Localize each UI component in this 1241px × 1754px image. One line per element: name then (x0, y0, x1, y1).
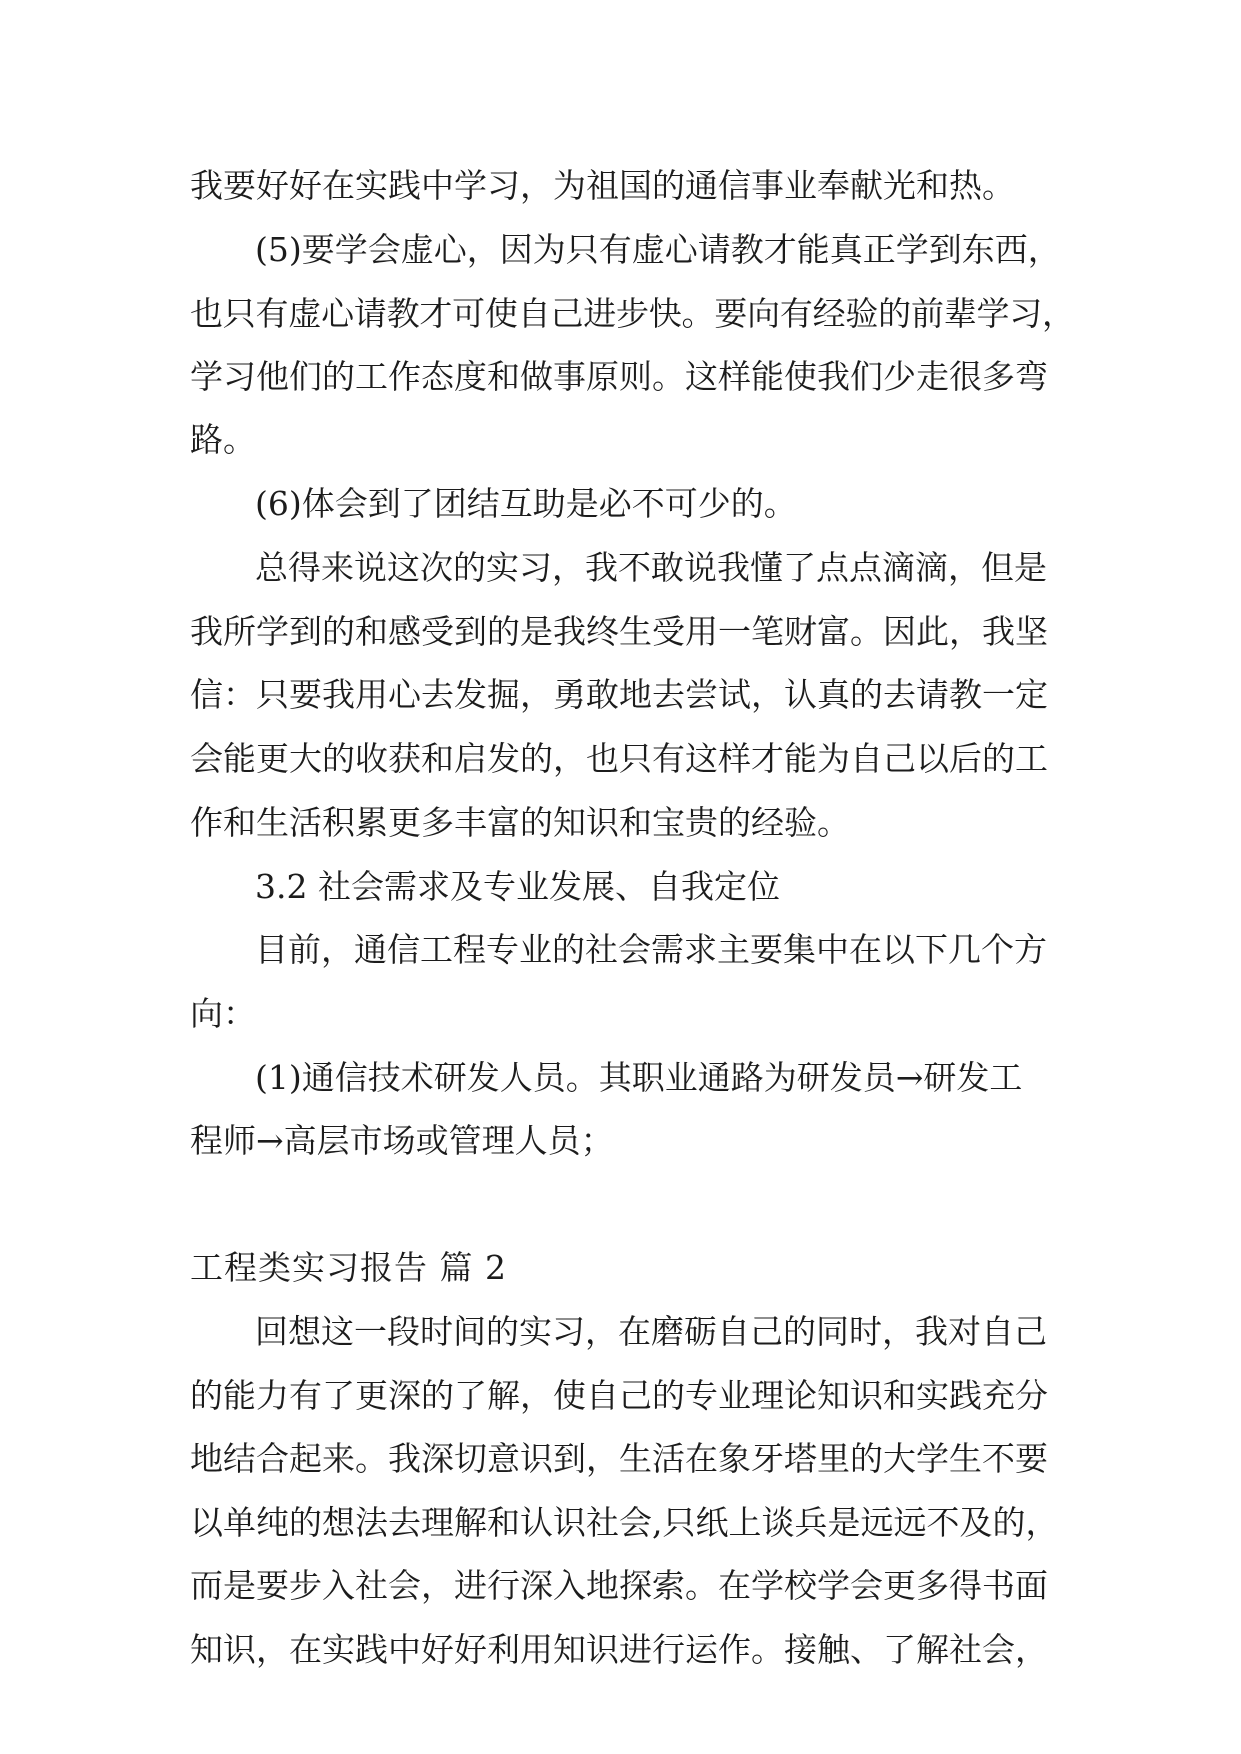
section-title: 工程类实习报告 篇 2 (190, 1248, 507, 1287)
text-line: 我所学到的和感受到的是我终生受用一笔财富。因此，我坚 (190, 612, 1048, 651)
text-line: 程师→高层市场或管理人员； (190, 1121, 614, 1160)
text-line: 的能力有了更深的了解，使自己的专业理论知识和实践充分 (190, 1376, 1048, 1415)
text-line: 目前，通信工程专业的社会需求主要集中在以下几个方 (255, 930, 1047, 969)
text-line: 也只有虚心请教才可使自己进步快。要向有经验的前辈学习， (190, 294, 1075, 333)
text-line: 学习他们的工作态度和做事原则。这样能使我们少走很多弯 (190, 357, 1048, 396)
text-line: 地结合起来。我深切意识到，生活在象牙塔里的大学生不要 (190, 1439, 1048, 1478)
text-line: 作和生活积累更多丰富的知识和宝贵的经验。 (190, 803, 850, 842)
text-line: 我要好好在实践中学习，为祖国的通信事业奉献光和热。 (190, 166, 1015, 205)
text-line: 路。 (190, 420, 256, 459)
text-line: 以单纯的想法去理解和认识社会,只纸上谈兵是远远不及的， (190, 1503, 1059, 1542)
text-line: 回想这一段时间的实习，在磨砺自己的同时，我对自己 (255, 1312, 1047, 1351)
text-line: 向： (190, 994, 256, 1033)
text-line: 总得来说这次的实习，我不敢说我懂了点点滴滴，但是 (255, 548, 1047, 587)
text-line: 而是要步入社会，进行深入地探索。在学校学会更多得书面 (190, 1566, 1048, 1605)
text-line: 会能更大的收获和启发的，也只有这样才能为自己以后的工 (190, 739, 1048, 778)
text-line: 信：只要我用心去发掘，勇敢地去尝试，认真的去请教一定 (190, 675, 1048, 714)
section-heading: 3.2 社会需求及专业发展、自我定位 (255, 867, 780, 906)
text-line: (5)要学会虚心，因为只有虚心请教才能真正学到东西， (255, 230, 1061, 269)
text-line: (6)体会到了团结互助是必不可少的。 (255, 484, 797, 523)
text-line: 知识，在实践中好好利用知识进行运作。接触、了解社会， (190, 1630, 1048, 1669)
text-line: (1)通信技术研发人员。其职业通路为研发员→研发工 (255, 1058, 1023, 1097)
